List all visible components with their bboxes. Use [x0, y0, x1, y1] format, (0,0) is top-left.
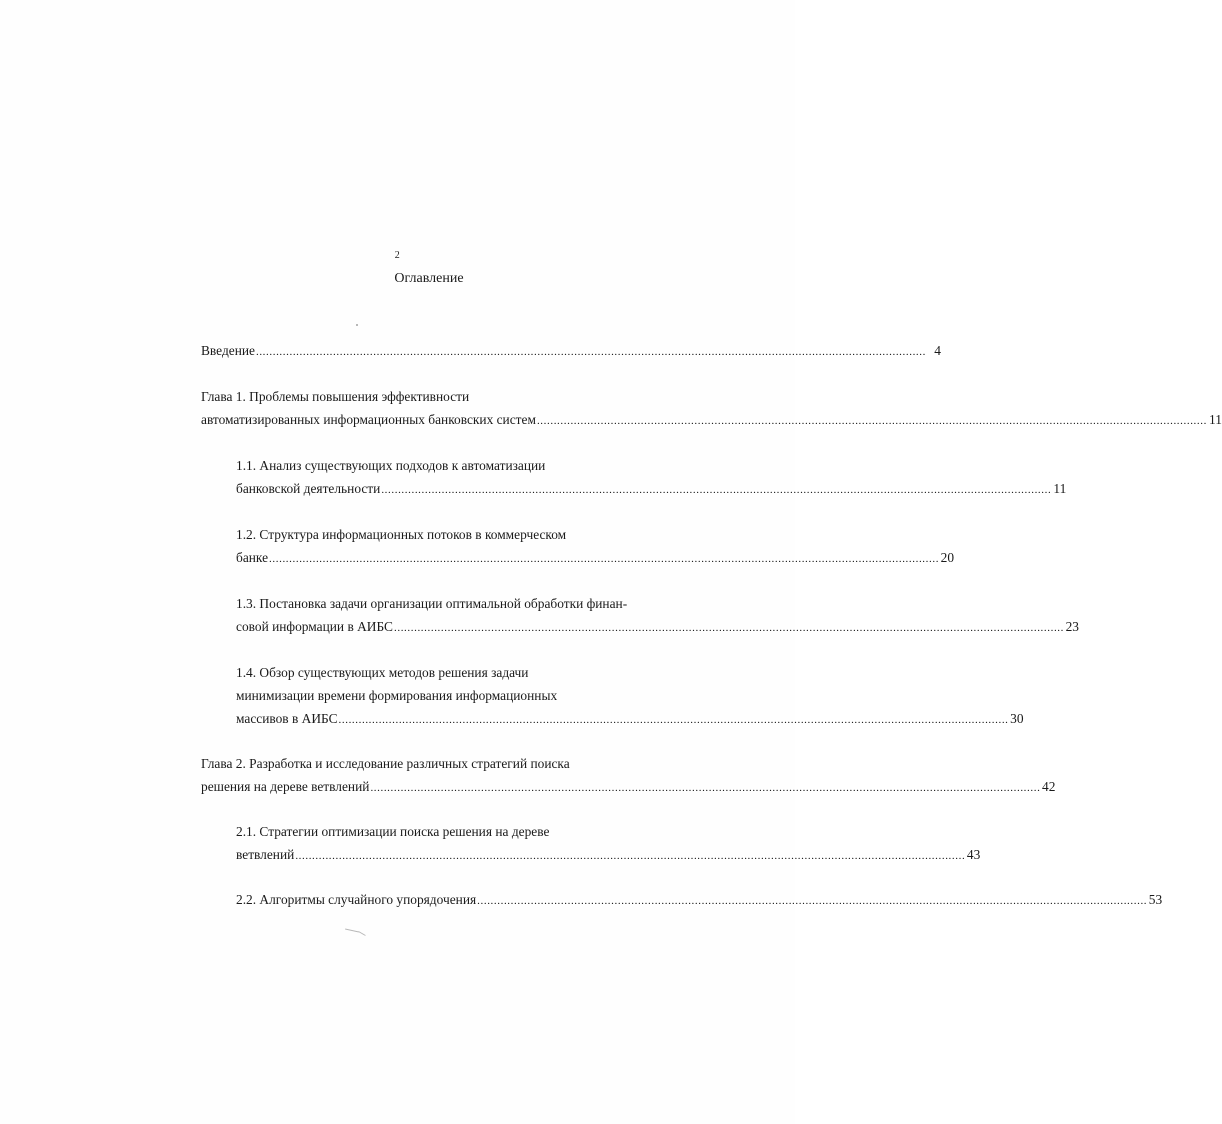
- toc-entry-page: 4: [934, 343, 941, 358]
- toc-entry-section-2-1[interactable]: [236, 820, 981, 868]
- toc-entry-text: 2.1. Стратегии оптимизации поиска решения на дереве: [236, 824, 550, 839]
- leader-dots: ........................................................................................................................................................................................................: [381, 484, 1052, 496]
- leader-dots: ........................................................................................................................................................................................................: [370, 782, 1041, 794]
- scan-artifact: [358, 931, 365, 936]
- toc-entry-text: Глава 2. Разработка и исследование различных стратегий поиска: [201, 756, 570, 771]
- scan-artifact: [345, 929, 359, 933]
- toc-entry-section-1-4[interactable]: [236, 661, 1024, 732]
- toc-entry-chapter-1[interactable]: [201, 385, 1222, 433]
- toc-entry-text: решения на дереве ветвлений: [201, 779, 370, 794]
- leader-dots: ........................................................................................................................................................................................................: [536, 415, 1207, 427]
- toc-entry-introduction[interactable]: [201, 339, 941, 364]
- toc-entry-page: 53: [1148, 892, 1163, 907]
- toc-entry-text: совой информации в АИБС: [236, 619, 393, 634]
- toc-entry-page: 11: [1209, 412, 1222, 427]
- leader-dots: ........................................................................................................................................................................................................: [338, 714, 1009, 726]
- toc-entry-text: минимизации времени формирования информационных: [236, 688, 558, 703]
- toc-entry-page: 20: [940, 550, 955, 565]
- toc-entry-chapter-2[interactable]: [201, 752, 1056, 800]
- leader-dots: ........................................................................................................................................................................................................: [394, 622, 1064, 634]
- toc-entry-text: массивов в АИБС: [236, 711, 338, 726]
- toc-entry-page: 43: [966, 847, 981, 862]
- leader-dots: ........................................................................................................................................................................................................: [255, 346, 926, 358]
- toc-entry-text: Глава 1. Проблемы повышения эффективности: [201, 389, 470, 404]
- toc-entry-page: 42: [1042, 779, 1056, 794]
- toc-entry-section-1-3[interactable]: [236, 592, 1079, 640]
- toc-entry-text: автоматизированных информационных банковских систем: [201, 412, 536, 427]
- page-number: 2: [394, 250, 401, 261]
- leader-dots: ........................................................................................................................................................................................................: [269, 553, 940, 565]
- toc-entry-text: 1.2. Структура информационных потоков в коммерческом: [236, 527, 567, 542]
- toc-entry-page: 11: [1053, 481, 1067, 496]
- toc-entry-text: ветвлений: [236, 847, 295, 862]
- toc-entry-section-1-1[interactable]: [236, 454, 1067, 502]
- scan-artifact: [356, 324, 358, 326]
- toc-entry-page: 30: [1010, 711, 1024, 726]
- toc-entry-text: банке: [236, 550, 269, 565]
- toc-entry-text: 2.2. Алгоритмы случайного упорядочения: [236, 892, 477, 907]
- toc-entry-page: 23: [1065, 619, 1079, 634]
- toc-entry-section-1-2[interactable]: [236, 523, 955, 571]
- toc-title: Оглавление: [394, 271, 464, 286]
- toc-entry-text: 1.1. Анализ существующих подходов к автоматизации: [236, 458, 546, 473]
- toc-entry-text: 1.4. Обзор существующих методов решения задачи: [236, 665, 529, 680]
- toc-entry-text: 1.3. Постановка задачи организации оптимальной обработки финан-: [236, 596, 628, 611]
- toc-entry-text: Введение: [201, 343, 255, 358]
- leader-dots: ........................................................................................................................................................................................................: [477, 895, 1148, 907]
- leader-dots: ........................................................................................................................................................................................................: [295, 850, 966, 862]
- toc-entry-text: банковской деятельности: [236, 481, 381, 496]
- toc-entry-section-2-2[interactable]: [236, 888, 1163, 913]
